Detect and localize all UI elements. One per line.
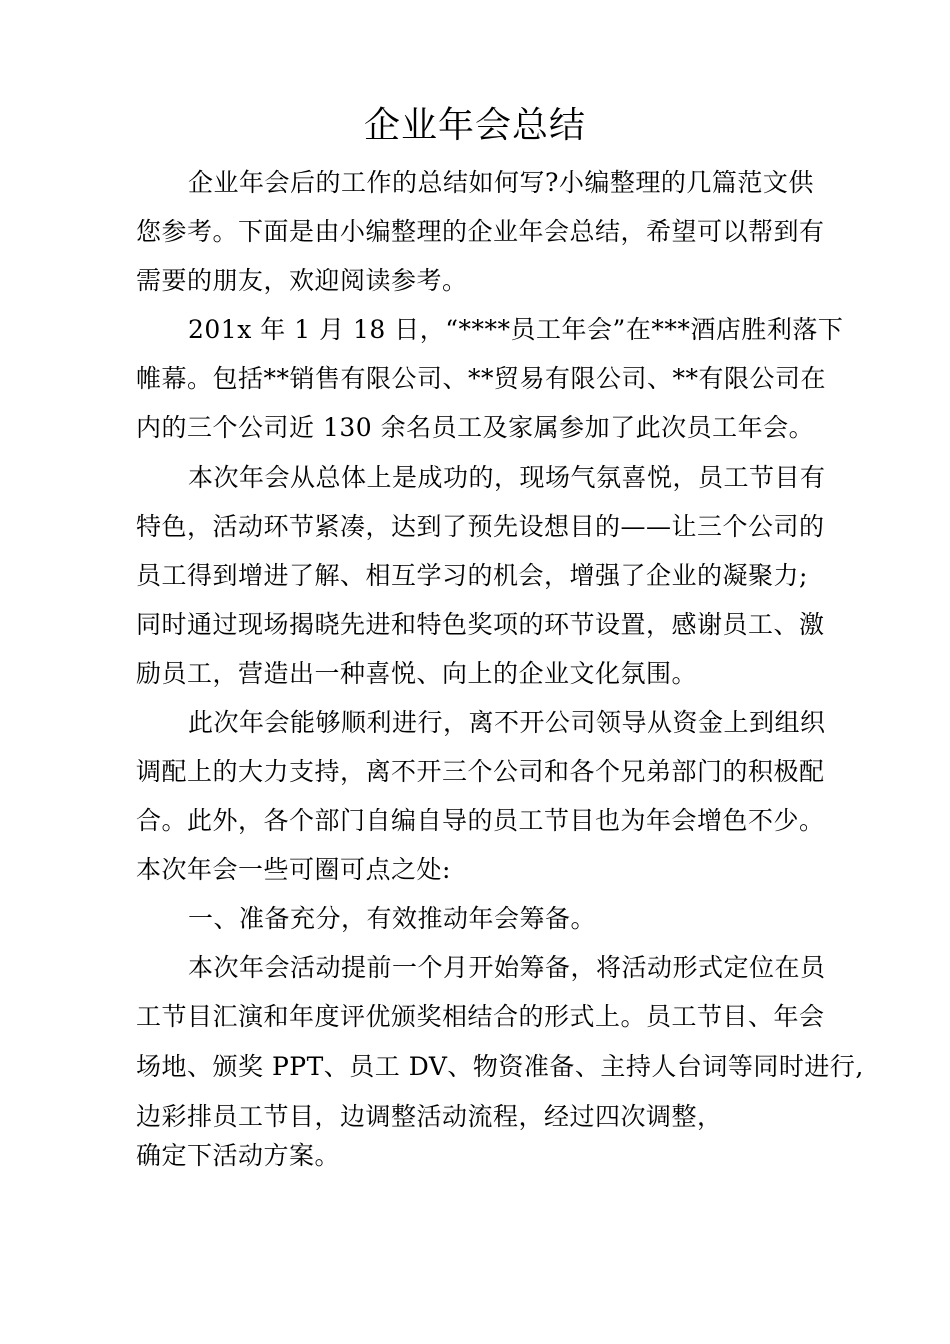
paragraph-6-line-1: 本次年会活动提前一个月开始筹备，将活动形式定位在员 [188,953,826,982]
paragraph-2-line-1: 201x 年 1 月 18 日，“****员工年会”在***酒店胜利落下 [188,315,844,344]
paragraph-1-line-2: 您参考。下面是由小编整理的企业年会总结，希望可以帮到有 [136,217,825,246]
paragraph-3-line-2: 特色，活动环节紧凑，达到了预先设想目的——让三个公司的 [136,512,825,541]
paragraph-6-line-3: 场地、颁奖 PPT、员工 DV、物资准备、主持人台词等同时进行, [136,1052,864,1081]
paragraph-2-line-3: 内的三个公司近 130 余名员工及家属参加了此次员工年会。 [136,413,815,442]
document-title: 企业年会总结 [363,105,586,146]
paragraph-6-line-2: 工节目汇演和年度评优颁奖相结合的形式上。员工节目、年会 [136,1002,825,1031]
paragraph-3-line-3: 员工得到增进了解、相互学习的机会，增强了企业的凝聚力; [136,561,808,590]
paragraph-4-line-1: 此次年会能够顺利进行，离不开公司领导从资金上到组织 [188,708,826,737]
paragraph-6-line-5: 确定下活动方案。 [136,1141,341,1170]
paragraph-3-line-4: 同时通过现场揭晓先进和特色奖项的环节设置，感谢员工、激 [136,610,825,639]
paragraph-4-line-4: 本次年会一些可圈可点之处: [136,855,451,884]
paragraph-4-line-3: 合。此外，各个部门自编自导的员工节目也为年会增色不少。 [136,806,825,835]
paragraph-1-line-1: 企业年会后的工作的总结如何写?小编整理的几篇范文供 [188,168,814,197]
section-heading-1: 一、准备充分，有效推动年会筹备。 [188,904,597,933]
paragraph-6-line-4: 边彩排员工节目，边调整活动流程，经过四次调整， [136,1102,723,1131]
paragraph-4-line-2: 调配上的大力支持，离不开三个公司和各个兄弟部门的积极配 [136,757,825,786]
paragraph-2-line-2: 帷幕。包括**销售有限公司、**贸易有限公司、**有限公司在 [136,364,827,393]
paragraph-1-line-3: 需要的朋友，欢迎阅读参考。 [136,266,468,295]
paragraph-3-line-1: 本次年会从总体上是成功的，现场气氛喜悦，员工节目有 [188,463,826,492]
paragraph-3-line-5: 励员工，营造出一种喜悦、向上的企业文化氛围。 [136,659,698,688]
